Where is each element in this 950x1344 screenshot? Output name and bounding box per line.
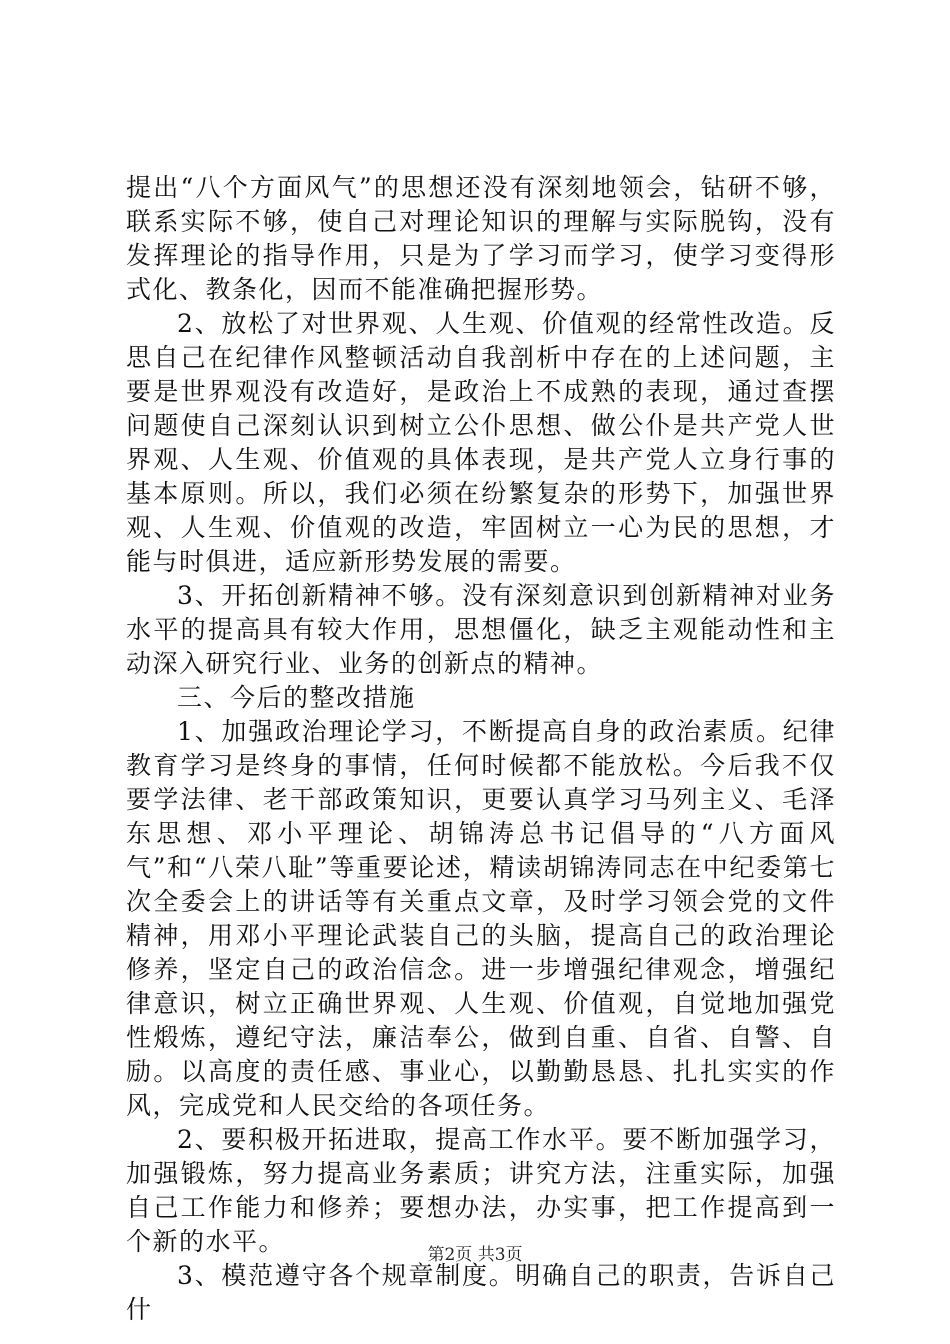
paragraph-item-2: 2、放松了对世界观、人生观、价值观的经常性改造。反思自己在纪律作风整顿活动自我剖析中存在的上述问题，主要是世界观没有改造好，是政治上不成熟的表现，通过查摆问题使自己深刻认识到树立公仆思想、做公仆是共产党人世界观、人生观、价值观的具体表现，是共产党人立身行事的基本原则。所以，我们必须在纷繁复杂的形势下，加强世界观、人生观、价值观的改造，牢固树立一心为民的思想，才能与时俱进，适应新形势发展的需要。: [126, 309, 836, 576]
paragraph-measure-3: 3、模范遵守各个规章制度。明确自己的职责，告诉自己什: [126, 1261, 836, 1324]
paragraph-measure-2: 2、要积极开拓进取，提高工作水平。要不断加强学习，加强锻炼，努力提高业务素质；讲究方法，注重实际，加强自己工作能力和修养；要想办法，办实事，把工作提高到一个新的水平。: [126, 1125, 836, 1256]
paragraph-measure-1: 1、加强政治理论学习，不断提高自身的政治素质。纪律教育学习是终身的事情，任何时候都不能放松。今后我不仅要学法律、老干部政策知识，更要认真学习马列主义、毛泽东思想、邓小平理论、胡锦涛总书记倡导的“八方面风气”和“八荣八耻”等重要论述，精读胡锦涛同志在中纪委第七次全委会上的讲话等有关重点文章，及时学习领会党的文件精神，用邓小平理论武装自己的头脑，提高自己的政治理论修养，坚定自己的政治信念。进一步增强纪律观念，增强纪律意识，树立正确世界观、人生观、价值观，自觉地加强党性煅炼，遵纪守法，廉洁奉公，做到自重、自省、自警、自励。以高度的责任感、事业心，以勤勤恳恳、扎扎实实的作风，完成党和人民交给的各项任务。: [126, 717, 836, 1120]
paragraph-item-3: 3、开拓创新精神不够。没有深刻意识到创新精神对业务水平的提高具有较大作用，思想僵化，缺乏主观能动性和主动深入研究行业、业务的创新点的精神。: [126, 581, 836, 678]
page-footer: 第2页 共3页: [427, 1245, 523, 1265]
paragraph-continuation: 提出“八个方面风气”的思想还没有深刻地领会，钻研不够，联系实际不够，使自己对理论知识的理解与实际脱钩，没有发挥理论的指导作用，只是为了学习而学习，使学习变得形式化、教条化，因而不能准确把握形势。: [126, 173, 836, 304]
section-heading: 三、今后的整改措施: [177, 683, 416, 712]
document-body: [126, 171, 836, 1327]
